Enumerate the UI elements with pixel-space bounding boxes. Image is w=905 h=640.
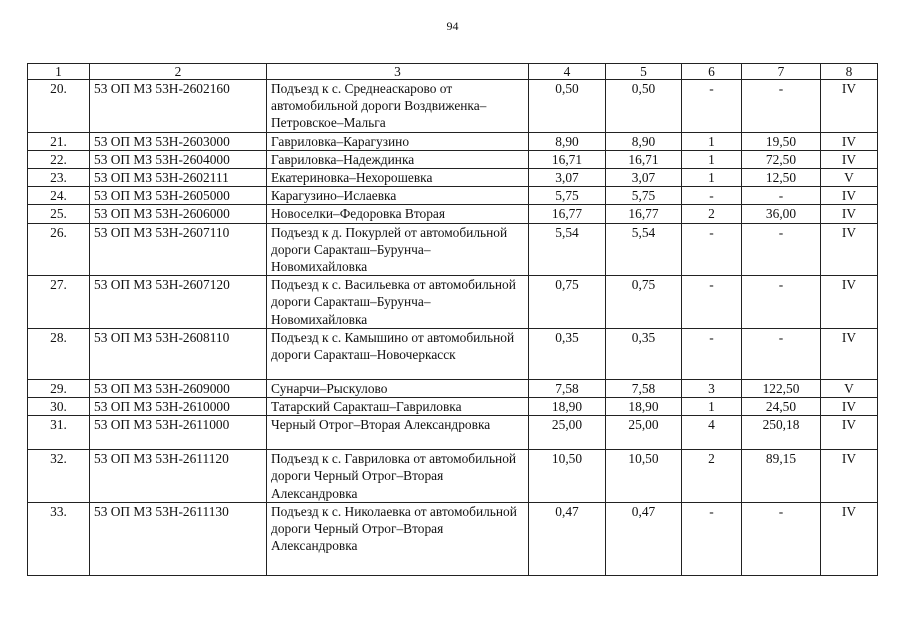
length-cell: 5,54 — [529, 223, 606, 276]
header-cell: 6 — [682, 64, 742, 80]
length-hard-surface-cell: 0,50 — [606, 80, 682, 133]
row-number-cell: 28. — [28, 328, 90, 379]
road-code-cell: 53 ОП МЗ 53Н-2607120 — [90, 276, 267, 329]
category-cell: IV — [821, 416, 878, 450]
header-cell: 4 — [529, 64, 606, 80]
header-cell: 1 — [28, 64, 90, 80]
road-code-cell: 53 ОП МЗ 53Н-2609000 — [90, 379, 267, 397]
table-row — [28, 205, 878, 223]
road-code-cell: 53 ОП МЗ 53Н-2611130 — [90, 502, 267, 575]
row-number-cell: 31. — [28, 416, 90, 450]
bridges-count-cell: - — [682, 502, 742, 575]
header-cell: 2 — [90, 64, 267, 80]
table-row — [28, 276, 878, 329]
road-name-cell: Гавриловка–Надеждинка — [267, 150, 529, 168]
length-cell: 0,47 — [529, 502, 606, 575]
length-hard-surface-cell: 8,90 — [606, 132, 682, 150]
length-hard-surface-cell: 7,58 — [606, 379, 682, 397]
row-number-cell: 21. — [28, 132, 90, 150]
category-cell: IV — [821, 398, 878, 416]
table-row — [28, 450, 878, 503]
length-cell: 18,90 — [529, 398, 606, 416]
road-name-cell: Сунарчи–Рыскулово — [267, 379, 529, 397]
bridges-length-cell: 250,18 — [742, 416, 821, 450]
category-cell: IV — [821, 150, 878, 168]
row-number-cell: 22. — [28, 150, 90, 168]
length-hard-surface-cell: 25,00 — [606, 416, 682, 450]
category-cell: IV — [821, 132, 878, 150]
bridges-count-cell: - — [682, 276, 742, 329]
header-cell: 7 — [742, 64, 821, 80]
bridges-length-cell: 24,50 — [742, 398, 821, 416]
bridges-length-cell: 36,00 — [742, 205, 821, 223]
road-name-cell: Новоселки–Федоровка Вторая — [267, 205, 529, 223]
header-cell: 5 — [606, 64, 682, 80]
bridges-count-cell: 1 — [682, 169, 742, 187]
category-cell: IV — [821, 205, 878, 223]
bridges-length-cell: - — [742, 502, 821, 575]
category-cell: IV — [821, 223, 878, 276]
row-number-cell: 23. — [28, 169, 90, 187]
bridges-length-cell: - — [742, 223, 821, 276]
bridges-length-cell: - — [742, 276, 821, 329]
row-number-cell: 20. — [28, 80, 90, 133]
bridges-length-cell: 12,50 — [742, 169, 821, 187]
bridges-length-cell: - — [742, 80, 821, 133]
row-number-cell: 32. — [28, 450, 90, 503]
bridges-length-cell: 122,50 — [742, 379, 821, 397]
road-name-cell: Екатериновка–Нехорошевка — [267, 169, 529, 187]
length-cell: 16,71 — [529, 150, 606, 168]
category-cell: IV — [821, 328, 878, 379]
length-hard-surface-cell: 0,35 — [606, 328, 682, 379]
length-hard-surface-cell: 3,07 — [606, 169, 682, 187]
table-header-row — [28, 64, 878, 80]
road-code-cell: 53 ОП МЗ 53Н-2611120 — [90, 450, 267, 503]
road-name-cell: Подъезд к с. Васильевка от автомобильной дороги Саракташ–Бурунча–Новомихайловка — [267, 276, 529, 329]
road-name-cell: Татарский Саракташ–Гавриловка — [267, 398, 529, 416]
length-hard-surface-cell: 0,47 — [606, 502, 682, 575]
bridges-count-cell: - — [682, 223, 742, 276]
length-cell: 0,35 — [529, 328, 606, 379]
length-cell: 5,75 — [529, 187, 606, 205]
length-cell: 0,75 — [529, 276, 606, 329]
road-code-cell: 53 ОП МЗ 53Н-2602160 — [90, 80, 267, 133]
table-row — [28, 187, 878, 205]
table-row — [28, 80, 878, 133]
header-cell: 3 — [267, 64, 529, 80]
road-name-cell: Подъезд к д. Покурлей от автомобильной дороги Саракташ–Бурунча–Новомихайловка — [267, 223, 529, 276]
road-code-cell: 53 ОП МЗ 53Н-2606000 — [90, 205, 267, 223]
bridges-count-cell: - — [682, 80, 742, 133]
bridges-count-cell: 4 — [682, 416, 742, 450]
row-number-cell: 27. — [28, 276, 90, 329]
road-name-cell: Гавриловка–Карагузино — [267, 132, 529, 150]
road-code-cell: 53 ОП МЗ 53Н-2610000 — [90, 398, 267, 416]
road-code-cell: 53 ОП МЗ 53Н-2611000 — [90, 416, 267, 450]
bridges-count-cell: - — [682, 328, 742, 379]
category-cell: IV — [821, 187, 878, 205]
length-hard-surface-cell: 10,50 — [606, 450, 682, 503]
category-cell: V — [821, 169, 878, 187]
table-row — [28, 379, 878, 397]
road-code-cell: 53 ОП МЗ 53Н-2604000 — [90, 150, 267, 168]
road-name-cell: Подъезд к с. Камышино от автомобильной дороги Саракташ–Новочеркасск — [267, 328, 529, 379]
road-name-cell: Подъезд к с. Среднеаскарово от автомобильной дороги Воздвиженка–Петровское–Мальга — [267, 80, 529, 133]
length-cell: 3,07 — [529, 169, 606, 187]
bridges-length-cell: - — [742, 328, 821, 379]
row-number-cell: 24. — [28, 187, 90, 205]
category-cell: IV — [821, 450, 878, 503]
table-row — [28, 398, 878, 416]
road-name-cell: Подъезд к с. Гавриловка от автомобильной дороги Черный Отрог–Вторая Александровка — [267, 450, 529, 503]
length-hard-surface-cell: 0,75 — [606, 276, 682, 329]
bridges-count-cell: - — [682, 187, 742, 205]
length-cell: 25,00 — [529, 416, 606, 450]
bridges-count-cell: 3 — [682, 379, 742, 397]
row-number-cell: 33. — [28, 502, 90, 575]
table-row — [28, 328, 878, 379]
length-hard-surface-cell: 5,54 — [606, 223, 682, 276]
road-name-cell: Черный Отрог–Вторая Александровка — [267, 416, 529, 450]
road-name-cell: Подъезд к с. Николаевка от автомобильной дороги Черный Отрог–Вторая Александровка — [267, 502, 529, 575]
row-number-cell: 26. — [28, 223, 90, 276]
row-number-cell: 25. — [28, 205, 90, 223]
length-cell: 8,90 — [529, 132, 606, 150]
road-code-cell: 53 ОП МЗ 53Н-2602111 — [90, 169, 267, 187]
bridges-count-cell: 2 — [682, 450, 742, 503]
category-cell: IV — [821, 502, 878, 575]
road-code-cell: 53 ОП МЗ 53Н-2608110 — [90, 328, 267, 379]
bridges-length-cell: - — [742, 187, 821, 205]
length-hard-surface-cell: 16,77 — [606, 205, 682, 223]
bridges-count-cell: 1 — [682, 398, 742, 416]
bridges-length-cell: 89,15 — [742, 450, 821, 503]
row-number-cell: 29. — [28, 379, 90, 397]
length-hard-surface-cell: 18,90 — [606, 398, 682, 416]
road-code-cell: 53 ОП МЗ 53Н-2603000 — [90, 132, 267, 150]
length-cell: 0,50 — [529, 80, 606, 133]
length-cell: 16,77 — [529, 205, 606, 223]
category-cell: V — [821, 379, 878, 397]
row-number-cell: 30. — [28, 398, 90, 416]
bridges-count-cell: 1 — [682, 150, 742, 168]
category-cell: IV — [821, 276, 878, 329]
bridges-count-cell: 2 — [682, 205, 742, 223]
header-cell: 8 — [821, 64, 878, 80]
length-hard-surface-cell: 16,71 — [606, 150, 682, 168]
table-row — [28, 416, 878, 450]
table-row — [28, 132, 878, 150]
bridges-length-cell: 72,50 — [742, 150, 821, 168]
category-cell: IV — [821, 80, 878, 133]
table-row — [28, 169, 878, 187]
length-cell: 7,58 — [529, 379, 606, 397]
length-hard-surface-cell: 5,75 — [606, 187, 682, 205]
table-row — [28, 223, 878, 276]
road-name-cell: Карагузино–Ислаевка — [267, 187, 529, 205]
road-code-cell: 53 ОП МЗ 53Н-2605000 — [90, 187, 267, 205]
bridges-length-cell: 19,50 — [742, 132, 821, 150]
table-row — [28, 502, 878, 575]
table-row — [28, 150, 878, 168]
road-code-cell: 53 ОП МЗ 53Н-2607110 — [90, 223, 267, 276]
roads-table — [27, 63, 878, 576]
bridges-count-cell: 1 — [682, 132, 742, 150]
length-cell: 10,50 — [529, 450, 606, 503]
page-number: 94 — [446, 19, 459, 33]
